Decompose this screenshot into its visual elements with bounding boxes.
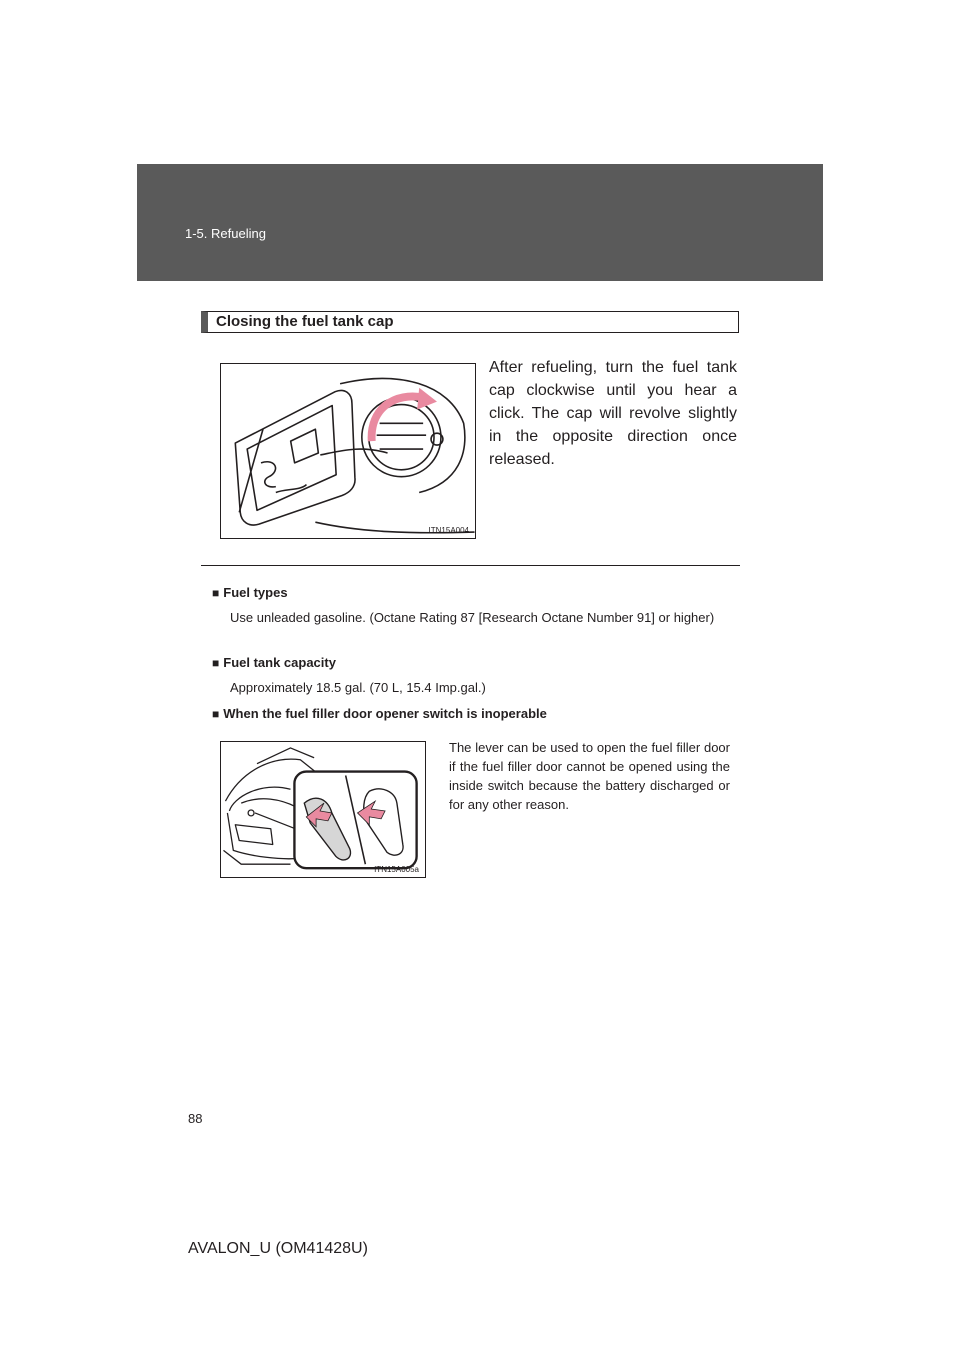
black-square-icon: ■ xyxy=(212,656,220,670)
page-header xyxy=(137,164,823,281)
fuel-cap-illustration xyxy=(221,364,475,538)
note-tank-capacity-title: ■ Fuel tank capacity xyxy=(212,655,336,670)
trunk-lever-figure xyxy=(220,741,426,878)
section-title: Closing the fuel tank cap xyxy=(201,311,739,333)
figure-code: ITN15A005a xyxy=(374,865,419,874)
black-square-icon: ■ xyxy=(212,707,220,721)
header-section-label: 1-5. Refueling xyxy=(185,226,266,241)
page-number: 88 xyxy=(188,1111,203,1126)
figure-code: ITN15A004 xyxy=(428,526,469,535)
manual-id-footer: AVALON_U (OM41428U) xyxy=(188,1240,368,1257)
inoperable-instructions: The lever can be used to open the fuel filler door if the fuel filler door cannot be opened using the inside switch because the battery discharged or for any other reason. xyxy=(449,740,730,812)
trunk-lever-illustration xyxy=(221,742,425,877)
black-square-icon: ■ xyxy=(212,586,220,600)
note-inoperable-title: ■ When the fuel filler door opener switch is inoperable xyxy=(212,706,547,721)
section-divider xyxy=(201,565,740,566)
closing-instructions: After refueling, turn the fuel tank cap clockwise until you hear a click. The cap will revolve slightly in the opposite direction once released. xyxy=(489,359,737,468)
note-tank-capacity-body: Approximately 18.5 gal. (70 L, 15.4 Imp.gal.) xyxy=(230,680,486,695)
fuel-cap-figure xyxy=(220,363,476,539)
note-fuel-types-body: Use unleaded gasoline. (Octane Rating 87 [Research Octane Number 91] or higher) xyxy=(230,610,715,625)
note-fuel-types-title: ■ Fuel types xyxy=(212,585,288,600)
